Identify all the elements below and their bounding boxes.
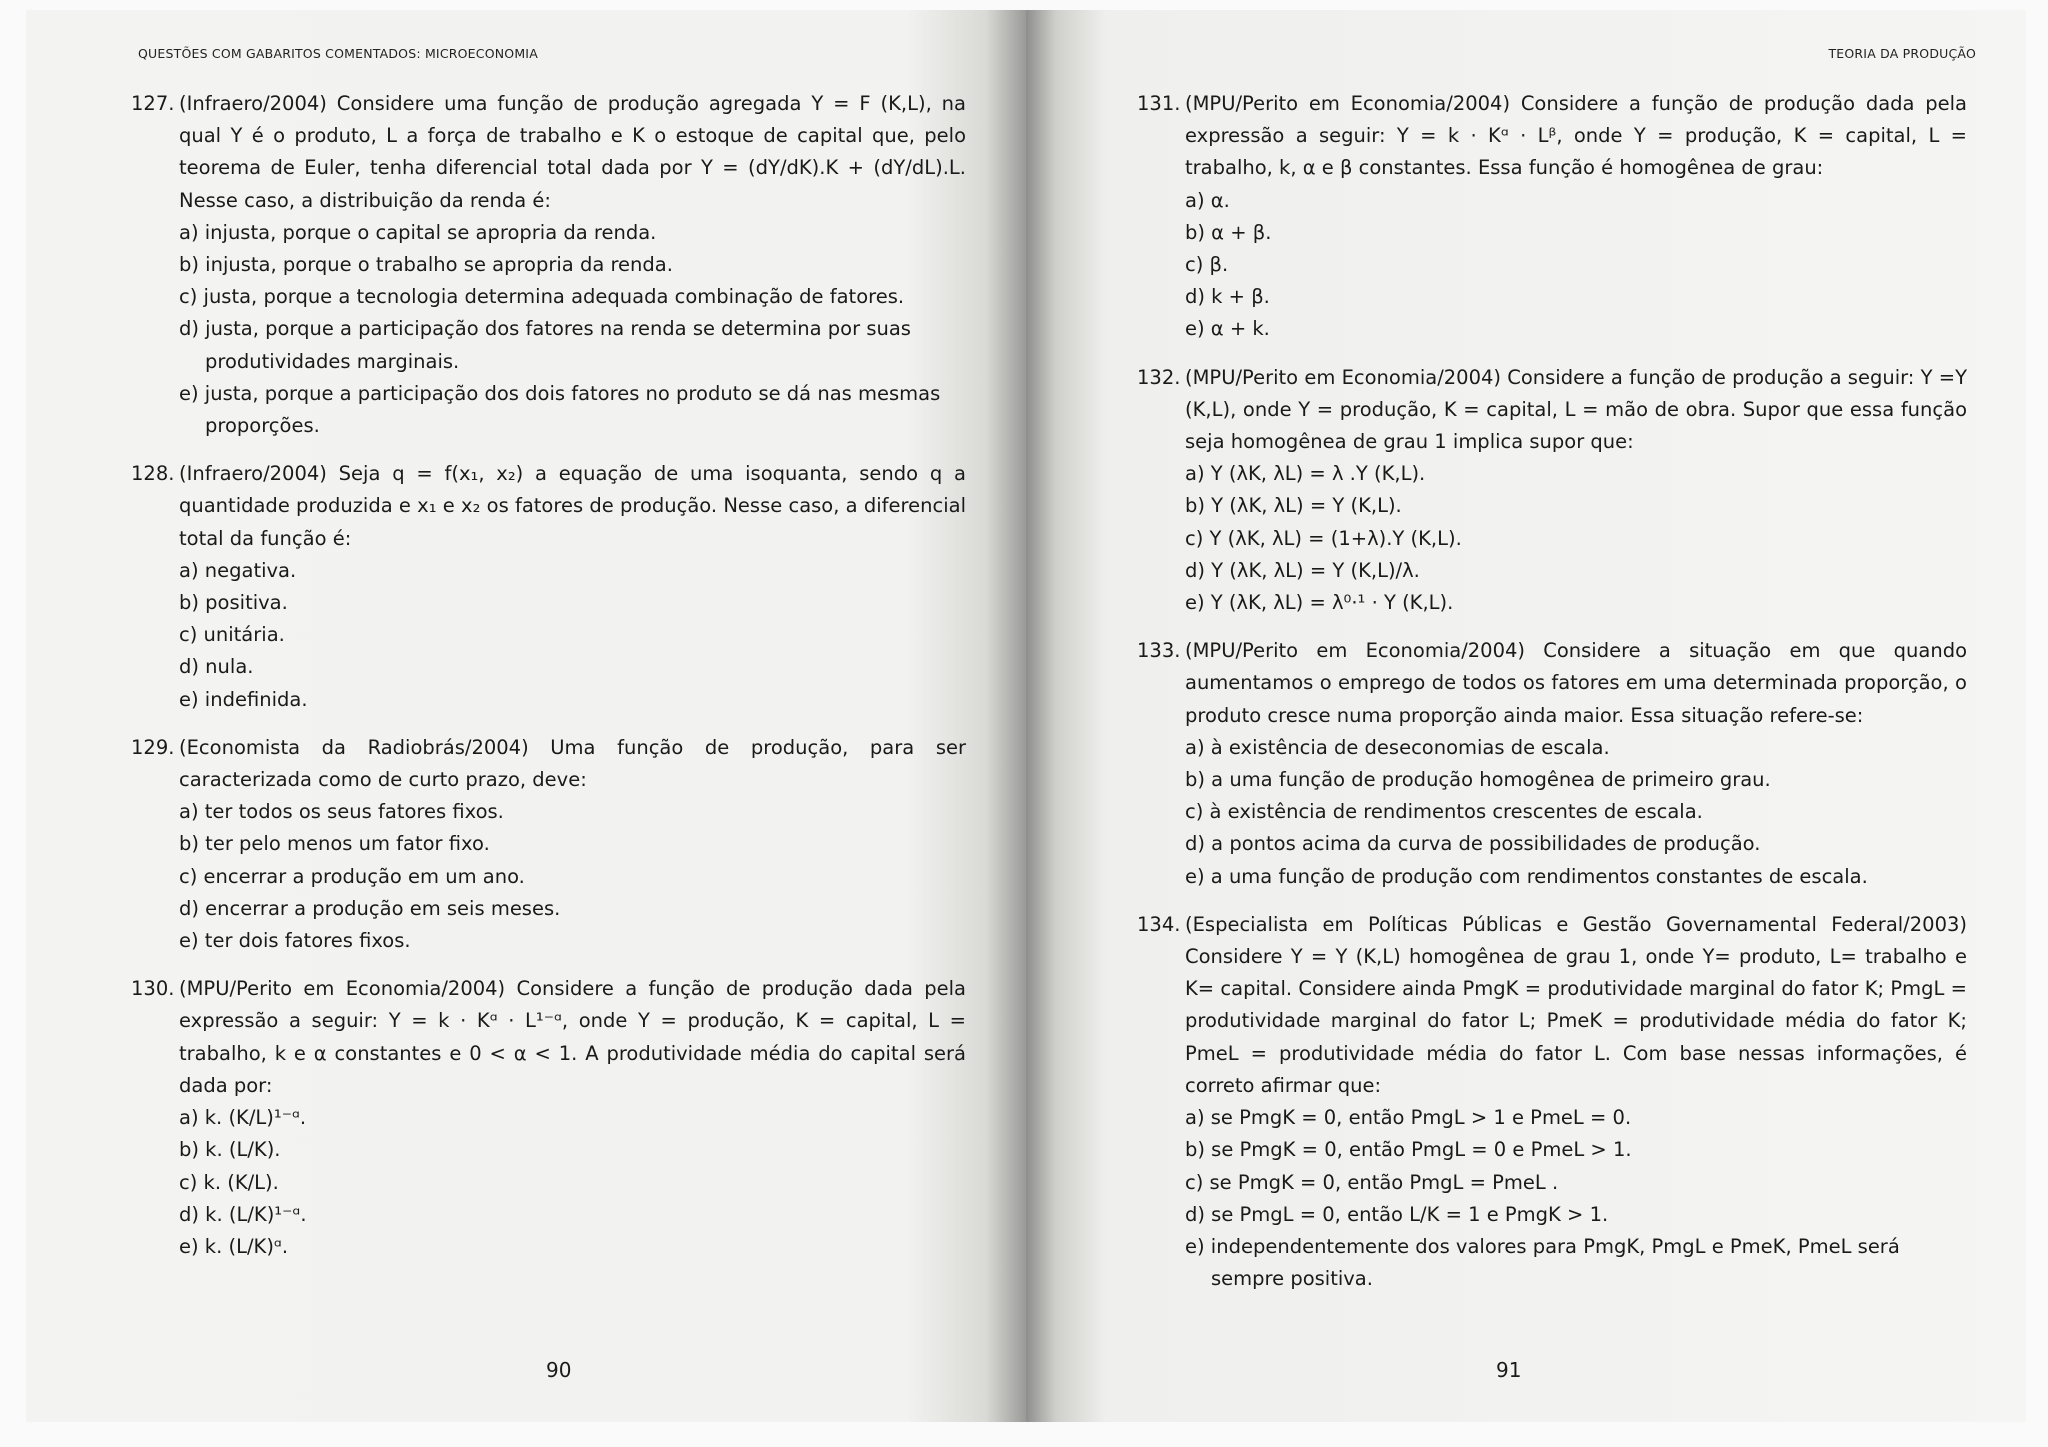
page-number: 90 [546,1358,572,1382]
question-127 [131,88,966,442]
running-head: QUESTÕES COM GABARITOS COMENTADOS: MICROECONOMIA [138,46,538,61]
option-d: d) a pontos acima da curva de possibilidades de produção. [1185,832,1761,856]
question-number: 127. [131,92,175,115]
option-c: c) encerrar a produção em um ano. [179,864,525,888]
option-b: b) ter pelo menos um fator fixo. [179,832,490,856]
question-132 [1137,362,1967,620]
option-d: d) k + β. [1185,285,1270,309]
option-c: c) justa, porque a tecnologia determina adequada combinação de fatores. [179,285,905,309]
option-a: a) k. (K/L)¹⁻ᵅ. [179,1106,307,1130]
option-d: d) se PmgL = 0, então L/K = 1 e PmgK > 1. [1185,1202,1609,1226]
question-number: 131. [1137,92,1181,115]
option-c: c) k. (K/L). [179,1170,279,1194]
page-number: 91 [1496,1358,1522,1382]
question-128 [131,458,966,716]
option-c: c) se PmgK = 0, então PmgL = PmeL . [1185,1170,1559,1194]
option-d: d) encerrar a produção em seis meses. [179,896,561,920]
option-a: a) negativa. [179,558,297,582]
option-b: b) Y (λK, λL) = Y (K,L). [1185,494,1402,518]
option-e: e) α + k. [1185,317,1270,341]
question-stem: (MPU/Perito em Economia/2004) Considere a função de produção dada pela expressão a seguir: Y = k · Kᵅ · L¹⁻ᵅ, onde Y = produção, K = capital, L = trabalho, k e α constantes e 0 < α < 1. A produtividade média do capital será dada por: [179,977,966,1097]
question-129 [131,732,966,957]
option-e: e) a uma função de produção com rendimentos constantes de escala. [1185,864,1868,888]
option-b: b) a uma função de produção homogênea de primeiro grau. [1185,768,1771,792]
question-stem: (Infraero/2004) Seja q = f(x₁, x₂) a equação de uma isoquanta, sendo q a quantidade produzida e x₁ e x₂ os fatores de produção. Nesse caso, a diferencial total da função é: [179,462,966,550]
option-b: b) se PmgK = 0, então PmgL = 0 e PmeL > 1. [1185,1138,1632,1162]
option-e: e) k. (L/K)ᵅ. [179,1234,289,1258]
question-133 [1137,635,1967,893]
option-b: b) injusta, porque o trabalho se apropria da renda. [179,253,673,277]
option-c: c) unitária. [179,623,285,647]
question-stem: (Economista da Radiobrás/2004) Uma função de produção, para ser caracterizada como de curto prazo, deve: [179,735,966,792]
question-number: 129. [131,735,175,759]
question-number: 133. [1137,639,1181,663]
option-d: d) Y (λK, λL) = Y (K,L)/λ. [1185,558,1420,582]
question-number: 134. [1137,912,1181,936]
question-list [1137,88,1967,1311]
question-130 [131,973,966,1263]
option-b: b) k. (L/K). [179,1138,281,1162]
option-a: a) se PmgK = 0, então PmgL > 1 e PmeL = 0. [1185,1106,1632,1130]
option-d: d) nula. [179,655,254,679]
option-d: d) justa, porque a participação dos fatores na renda se determina por suas produtividades marginais. [179,317,911,373]
option-a: a) injusta, porque o capital se apropria da renda. [179,220,657,244]
option-e: e) Y (λK, λL) = λ⁰·¹ · Y (K,L). [1185,591,1454,615]
option-e: e) indefinida. [179,687,308,711]
option-list [1185,458,1967,619]
option-e: e) independentemente dos valores para PmgK, PmgL e PmeK, PmeL será sempre positiva. [1185,1234,1900,1291]
question-stem: (Infraero/2004) Considere uma função de produção agregada Y = F (K,L), na qual Y é o produto, L a força de trabalho e K o estoque de capital que, pelo teorema de Euler, tenha diferencial total dada por Y = (dY/dK).K + (dY/dL).L. Nesse caso, a distribuição da renda é: [179,92,966,212]
question-number: 132. [1137,365,1181,389]
book-spread [26,10,2026,1422]
option-a: a) à existência de deseconomias de escala. [1185,735,1610,759]
option-b: b) α + β. [1185,220,1272,244]
option-c: c) Y (λK, λL) = (1+λ).Y (K,L). [1185,526,1462,550]
left-page [26,10,1026,1422]
question-list [131,88,966,1279]
option-list [1185,185,1967,346]
option-e: e) ter dois fatores fixos. [179,929,411,953]
running-head: TEORIA DA PRODUÇÃO [1828,46,1976,61]
option-list [1185,1102,1967,1295]
question-stem: (MPU/Perito em Economia/2004) Considere a situação em que quando aumentamos o emprego de todos os fatores em uma determinada proporção, o produto cresce numa proporção ainda maior. Essa situação refere-se: [1185,639,1967,727]
option-c: c) β. [1185,253,1229,277]
right-page [1026,10,2026,1422]
option-e: e) justa, porque a participação dos dois fatores no produto se dá nas mesmas proporções. [179,381,941,438]
question-131 [1137,88,1967,346]
option-list [179,555,966,716]
option-list [179,796,966,957]
question-number: 128. [131,462,175,486]
question-number: 130. [131,977,175,1001]
question-stem: (MPU/Perito em Economia/2004) Considere a função de produção dada pela expressão a seguir: Y = k · Kᵅ · Lᵝ, onde Y = produção, K = capital, L = trabalho, k, α e β constantes. Essa função é homogênea de grau: [1185,92,1967,180]
option-a: a) ter todos os seus fatores fixos. [179,800,504,824]
option-list [179,1102,966,1263]
question-stem: (Especialista em Políticas Públicas e Gestão Governamental Federal/2003) Considere Y = Y (K,L) homogênea de grau 1, onde Y= produto, L= trabalho e K= capital. Considere ainda PmgK = produtividade marginal do fator K; PmgL = produtividade marginal do fator L; PmeK = produtividade média do fator K; PmeL = produtividade média do fator L. Com base nessas informações, é correto afirmar que: [1185,912,1967,1097]
option-c: c) à existência de rendimentos crescentes de escala. [1185,800,1703,824]
option-b: b) positiva. [179,591,288,615]
question-stem: (MPU/Perito em Economia/2004) Considere a função de produção a seguir: Y =Y (K,L), onde Y = produção, K = capital, L = mão de obra. Supor que essa função seja homogênea de grau 1 implica supor que: [1185,365,1967,454]
option-a: a) α. [1185,188,1230,212]
option-list [179,217,966,442]
question-134 [1137,909,1967,1295]
option-d: d) k. (L/K)¹⁻ᵅ. [179,1202,307,1226]
option-list [1185,732,1967,893]
option-a: a) Y (λK, λL) = λ .Y (K,L). [1185,462,1426,486]
